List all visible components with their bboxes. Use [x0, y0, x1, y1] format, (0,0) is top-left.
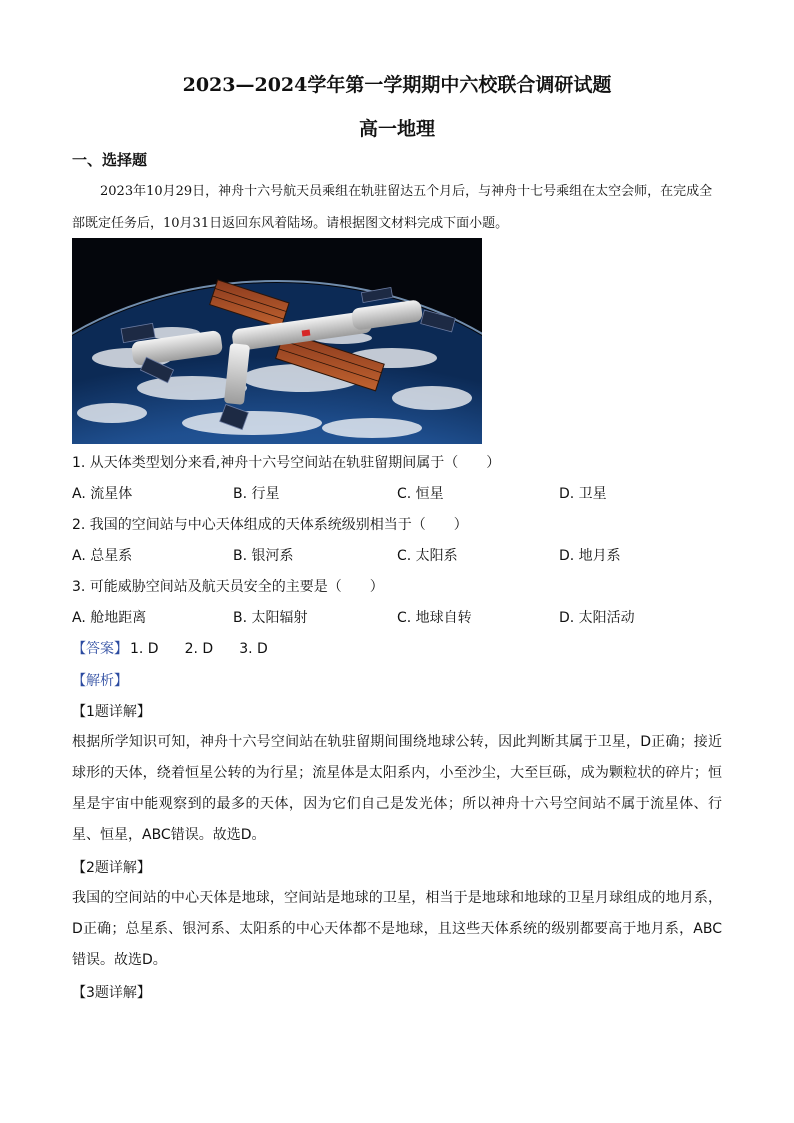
answer-3: 3. D — [239, 641, 268, 657]
space-station-over-earth-image — [72, 238, 482, 444]
question-1-option-c: C. 恒星 — [397, 486, 444, 502]
space-station-photo — [72, 238, 482, 444]
question-2-option-a: A. 总星系 — [72, 548, 133, 564]
question-3-option-a: A. 舱地距离 — [72, 610, 147, 626]
intro-paragraph: 2023年10月29日，神舟十六号航天员乘组在轨驻留达五个月后，与神舟十七号乘组在太空会师，在完成全部既定任务后，10月31日返回东风着陆场。请根据图文材料完成下面小题。 — [72, 184, 713, 231]
question-3-stem: 3. 可能威胁空间站及航天员安全的主要是（ ） — [72, 579, 384, 595]
detail-2-text: 我国的空间站的中心天体是地球，空间站是地球的卫星，相当于是地球和地球的卫星月球组成的地月系，D正确；总星系、银河系、太阳系的中心天体都不是地球，且这些天体系统的级别都要高于地月系，ABC错误。故选D。 — [72, 890, 722, 968]
question-1-option-b: B. 行星 — [233, 486, 280, 502]
question-3-option-d: D. 太阳活动 — [559, 610, 635, 626]
answer-1: 1. D — [130, 641, 159, 657]
answer-2: 2. D — [184, 641, 214, 657]
answer-label: 【答案】 — [72, 641, 128, 657]
question-2-option-d: D. 地月系 — [559, 548, 621, 564]
question-3-option-c: C. 地球自转 — [397, 610, 472, 626]
detail-1-label: 【1题详解】 — [72, 704, 151, 720]
question-2-option-c: C. 太阳系 — [397, 548, 458, 564]
detail-2-label: 【2题详解】 — [72, 860, 151, 876]
question-1-option-a: A. 流星体 — [72, 486, 133, 502]
page-title: 2023—2024学年第一学期期中六校联合调研试题 — [182, 74, 612, 96]
question-1-option-d: D. 卫星 — [559, 486, 607, 502]
detail-3-label: 【3题详解】 — [72, 985, 151, 1001]
section-heading: 一、选择题 — [72, 151, 148, 169]
analysis-label: 【解析】 — [72, 673, 128, 689]
answer-row — [72, 638, 268, 658]
detail-1-text: 根据所学知识可知，神舟十六号空间站在轨驻留期间围绕地球公转，因此判断其属于卫星，D正确；接近球形的天体，绕着恒星公转的为行星；流星体是太阳系内，小至沙尘，大至巨砾，成为颗粒状的碎片；恒星是宇宙中能观察到的最多的天体，因为它们自己是发光体；所以神舟十六号空间站不属于流星体、行星、恒星，ABC错误。故选D。 — [72, 734, 722, 843]
question-1-stem: 1. 从天体类型划分来看,神舟十六号空间站在轨驻留期间属于（ ） — [72, 455, 501, 471]
question-3-option-b: B. 太阳辐射 — [233, 610, 308, 626]
question-2-option-b: B. 银河系 — [233, 548, 294, 564]
question-2-stem: 2. 我国的空间站与中心天体组成的天体系统级别相当于（ ） — [72, 517, 468, 533]
page-subtitle: 高一地理 — [358, 118, 435, 140]
